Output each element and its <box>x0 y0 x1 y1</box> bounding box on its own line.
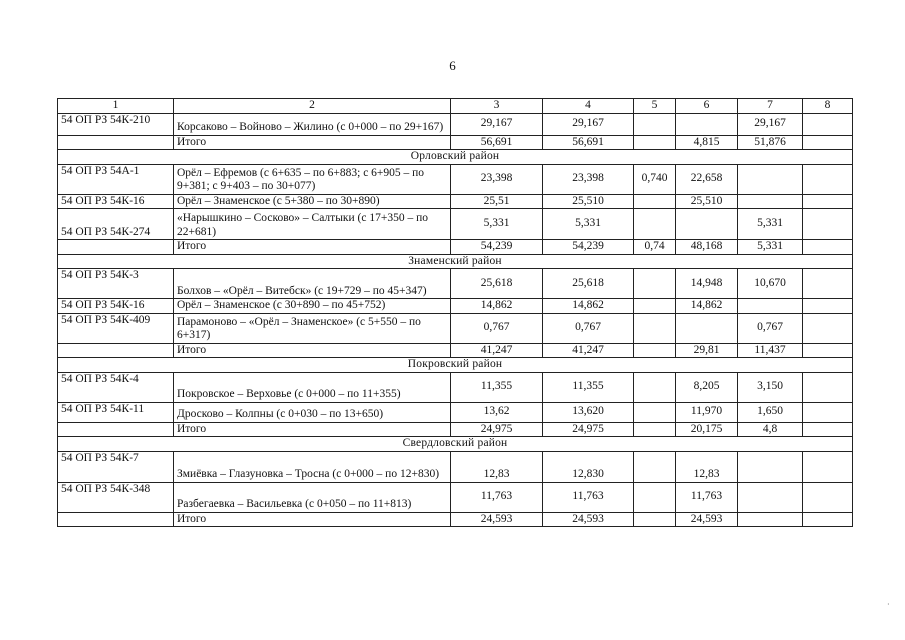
code-cell <box>58 422 174 437</box>
value-cell-col4: 5,331 <box>543 209 634 240</box>
value-cell-col7 <box>738 194 803 209</box>
value-cell-col3: 12,83 <box>451 451 543 482</box>
value-cell-col6: 24,593 <box>676 512 738 527</box>
road-name: Болхов – «Орёл – Витебск» (с 19+729 – по 45+347) <box>174 269 451 299</box>
scan-mark: · <box>887 600 890 609</box>
value-cell-col8 <box>803 512 853 527</box>
value-cell-col8 <box>803 299 853 314</box>
value-cell-col8 <box>803 240 853 255</box>
value-cell-col8 <box>803 135 853 150</box>
value-cell-col4: 11,355 <box>543 372 634 402</box>
value-cell-col5 <box>634 313 676 343</box>
road-code: 54 ОП РЗ 54К-16 <box>58 194 174 209</box>
value-cell-col5 <box>634 372 676 402</box>
value-cell-col4: 12,830 <box>543 451 634 482</box>
district-header-row <box>58 358 853 373</box>
value-cell-col8 <box>803 313 853 343</box>
value-cell-col3: 54,239 <box>451 240 543 255</box>
value-cell-col5 <box>634 482 676 512</box>
column-header-4: 4 <box>543 99 634 114</box>
value-cell-col6: 22,658 <box>676 164 738 194</box>
value-cell-col5 <box>634 209 676 240</box>
total-label: Итого <box>174 240 451 255</box>
page-number: 6 <box>449 58 456 73</box>
value-cell-col7: 11,437 <box>738 343 803 358</box>
value-cell-col7: 1,650 <box>738 402 803 422</box>
value-cell-col6: 20,175 <box>676 422 738 437</box>
code-cell <box>58 343 174 358</box>
road-code: 54 ОП РЗ 54К-210 <box>58 113 174 135</box>
value-cell-col7 <box>738 164 803 194</box>
value-cell-col3: 14,862 <box>451 299 543 314</box>
code-cell <box>58 135 174 150</box>
column-header-2: 2 <box>174 99 451 114</box>
value-cell-col3: 25,51 <box>451 194 543 209</box>
value-cell-col5 <box>634 451 676 482</box>
value-cell-col5 <box>634 422 676 437</box>
value-cell-col6: 29,81 <box>676 343 738 358</box>
value-cell-col8 <box>803 164 853 194</box>
district-name: Покровский район <box>58 358 853 373</box>
road-name: Разбегаевка – Васильевка (с 0+050 – по 11+813) <box>174 482 451 512</box>
code-cell <box>58 240 174 255</box>
total-row <box>58 512 853 527</box>
total-label: Итого <box>174 422 451 437</box>
value-cell-col3: 13,62 <box>451 402 543 422</box>
value-cell-col4: 23,398 <box>543 164 634 194</box>
value-cell-col4: 0,767 <box>543 313 634 343</box>
road-row <box>58 313 853 343</box>
column-header-3: 3 <box>451 99 543 114</box>
header-row <box>58 99 853 114</box>
value-cell-col4: 13,620 <box>543 402 634 422</box>
road-code: 54 ОП РЗ 54К-409 <box>58 313 174 343</box>
roads-table <box>57 98 853 527</box>
value-cell-col7: 29,167 <box>738 113 803 135</box>
value-cell-col8 <box>803 482 853 512</box>
value-cell-col4: 25,510 <box>543 194 634 209</box>
value-cell-col6 <box>676 313 738 343</box>
total-label: Итого <box>174 512 451 527</box>
district-name: Знаменский район <box>58 254 853 269</box>
road-code: 54 ОП РЗ 54К-7 <box>58 451 174 482</box>
value-cell-col3: 24,975 <box>451 422 543 437</box>
value-cell-col6 <box>676 209 738 240</box>
value-cell-col3: 23,398 <box>451 164 543 194</box>
value-cell-col7 <box>738 299 803 314</box>
total-row <box>58 135 853 150</box>
district-header-row <box>58 437 853 452</box>
value-cell-col8 <box>803 372 853 402</box>
value-cell-col8 <box>803 209 853 240</box>
road-code: 54 ОП РЗ 54К-348 <box>58 482 174 512</box>
value-cell-col5 <box>634 194 676 209</box>
value-cell-col7: 10,670 <box>738 269 803 299</box>
total-label: Итого <box>174 343 451 358</box>
value-cell-col4: 56,691 <box>543 135 634 150</box>
value-cell-col5 <box>634 512 676 527</box>
total-row <box>58 240 853 255</box>
value-cell-col7: 3,150 <box>738 372 803 402</box>
value-cell-col4: 14,862 <box>543 299 634 314</box>
road-row <box>58 194 853 209</box>
value-cell-col4: 41,247 <box>543 343 634 358</box>
value-cell-col7: 5,331 <box>738 240 803 255</box>
value-cell-col3: 29,167 <box>451 113 543 135</box>
road-name: Дросково – Колпны (с 0+030 – по 13+650) <box>174 402 451 422</box>
total-row <box>58 343 853 358</box>
value-cell-col5: 0,74 <box>634 240 676 255</box>
column-header-1: 1 <box>58 99 174 114</box>
value-cell-col6: 12,83 <box>676 451 738 482</box>
value-cell-col6: 8,205 <box>676 372 738 402</box>
value-cell-col3: 41,247 <box>451 343 543 358</box>
value-cell-col5 <box>634 343 676 358</box>
value-cell-col6: 11,763 <box>676 482 738 512</box>
column-header-7: 7 <box>738 99 803 114</box>
column-header-6: 6 <box>676 99 738 114</box>
value-cell-col4: 54,239 <box>543 240 634 255</box>
road-row <box>58 482 853 512</box>
value-cell-col6: 25,510 <box>676 194 738 209</box>
district-name: Свердловский район <box>58 437 853 452</box>
district-name: Орловский район <box>58 150 853 165</box>
code-cell <box>58 512 174 527</box>
value-cell-col7: 0,767 <box>738 313 803 343</box>
value-cell-col5 <box>634 269 676 299</box>
road-name: Парамоново – «Орёл – Знаменское» (с 5+550 – по 6+317) <box>174 313 451 343</box>
value-cell-col4: 25,618 <box>543 269 634 299</box>
road-row <box>58 372 853 402</box>
value-cell-col6: 14,862 <box>676 299 738 314</box>
value-cell-col3: 11,355 <box>451 372 543 402</box>
value-cell-col3: 56,691 <box>451 135 543 150</box>
value-cell-col4: 29,167 <box>543 113 634 135</box>
column-header-5: 5 <box>634 99 676 114</box>
value-cell-col7: 5,331 <box>738 209 803 240</box>
road-name: Орёл – Знаменское (с 5+380 – по 30+890) <box>174 194 451 209</box>
value-cell-col8 <box>803 343 853 358</box>
value-cell-col4: 11,763 <box>543 482 634 512</box>
road-code: 54 ОП РЗ 54К-11 <box>58 402 174 422</box>
road-row <box>58 113 853 135</box>
value-cell-col7: 4,8 <box>738 422 803 437</box>
value-cell-col3: 0,767 <box>451 313 543 343</box>
road-code: 54 ОП РЗ 54К-4 <box>58 372 174 402</box>
road-row <box>58 164 853 194</box>
road-name: «Нарышкино – Сосково» – Салтыки (с 17+350 – по 22+681) <box>174 209 451 240</box>
road-code: 54 ОП РЗ 54К-16 <box>58 299 174 314</box>
road-code: 54 ОП РЗ 54К-3 <box>58 269 174 299</box>
value-cell-col3: 11,763 <box>451 482 543 512</box>
value-cell-col6: 14,948 <box>676 269 738 299</box>
road-row <box>58 451 853 482</box>
total-label: Итого <box>174 135 451 150</box>
district-header-row <box>58 254 853 269</box>
value-cell-col4: 24,593 <box>543 512 634 527</box>
value-cell-col5 <box>634 113 676 135</box>
road-row <box>58 402 853 422</box>
value-cell-col7 <box>738 482 803 512</box>
value-cell-col8 <box>803 422 853 437</box>
road-name: Покровское – Верховье (с 0+000 – по 11+355) <box>174 372 451 402</box>
total-row <box>58 422 853 437</box>
value-cell-col8 <box>803 402 853 422</box>
road-code: 54 ОП РЗ 54А-1 <box>58 164 174 194</box>
value-cell-col8 <box>803 113 853 135</box>
value-cell-col5 <box>634 299 676 314</box>
value-cell-col6 <box>676 113 738 135</box>
value-cell-col5 <box>634 135 676 150</box>
road-code: 54 ОП РЗ 54К-274 <box>58 209 174 240</box>
value-cell-col5: 0,740 <box>634 164 676 194</box>
value-cell-col8 <box>803 194 853 209</box>
district-header-row <box>58 150 853 165</box>
roads-table-body <box>58 99 853 527</box>
road-name: Змиёвка – Глазуновка – Тросна (с 0+000 – по 12+830) <box>174 451 451 482</box>
value-cell-col8 <box>803 269 853 299</box>
value-cell-col6: 4,815 <box>676 135 738 150</box>
value-cell-col7: 51,876 <box>738 135 803 150</box>
value-cell-col3: 5,331 <box>451 209 543 240</box>
value-cell-col7 <box>738 512 803 527</box>
value-cell-col6: 11,970 <box>676 402 738 422</box>
column-header-8: 8 <box>803 99 853 114</box>
value-cell-col5 <box>634 402 676 422</box>
value-cell-col8 <box>803 451 853 482</box>
road-name: Орёл – Знаменское (с 30+890 – по 45+752) <box>174 299 451 314</box>
value-cell-col4: 24,975 <box>543 422 634 437</box>
value-cell-col3: 24,593 <box>451 512 543 527</box>
value-cell-col3: 25,618 <box>451 269 543 299</box>
value-cell-col7 <box>738 451 803 482</box>
road-row <box>58 299 853 314</box>
road-row <box>58 269 853 299</box>
value-cell-col6: 48,168 <box>676 240 738 255</box>
road-name: Корсаково – Войново – Жилино (с 0+000 – по 29+167) <box>174 113 451 135</box>
road-name: Орёл – Ефремов (с 6+635 – по 6+883; с 6+905 – по 9+381; с 9+403 – по 30+077) <box>174 164 451 194</box>
road-row <box>58 209 853 240</box>
